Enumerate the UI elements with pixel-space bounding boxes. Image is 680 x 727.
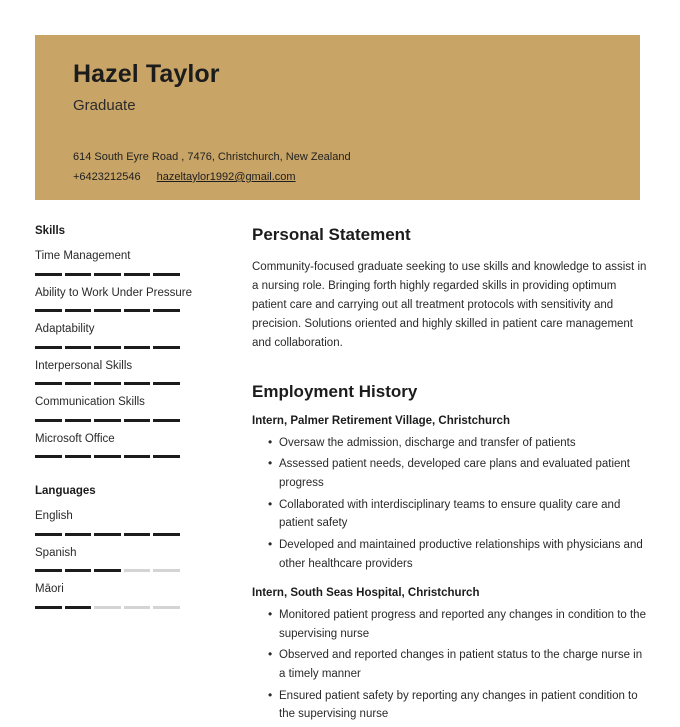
rating-segment (65, 533, 92, 536)
job-bullet: • Observed and reported changes in patient status to the charge nurse in a timely manner (268, 646, 647, 683)
language-label: English (35, 510, 73, 523)
rating-segment (124, 569, 151, 572)
rating-segment (124, 309, 151, 312)
job-bullet: • Monitored patient progress and reported any changes in condition to the supervising nurse (268, 606, 647, 643)
contact-block (73, 147, 602, 188)
rating-bar (35, 346, 180, 349)
rating-segment (124, 273, 151, 276)
skill-item (35, 249, 205, 276)
employment-list (252, 415, 647, 724)
skill-label: Ability to Work Under Pressure (35, 286, 193, 299)
rating-bar (35, 309, 180, 312)
rating-bar (35, 569, 180, 572)
rating-bar (35, 606, 180, 609)
rating-segment (65, 606, 92, 609)
rating-bar (35, 419, 180, 422)
job-bullet: • Oversaw the admission, discharge and transfer of patients (268, 434, 647, 453)
rating-segment (124, 606, 151, 609)
rating-segment (153, 533, 180, 536)
rating-segment (124, 382, 151, 385)
skill-item (35, 395, 205, 422)
skill-item (35, 359, 205, 386)
contact-row (73, 167, 602, 187)
candidate-role: Graduate (73, 96, 136, 114)
rating-segment (65, 382, 92, 385)
skill-label: Time Management (35, 250, 131, 262)
employment-history-title: Employment History (252, 381, 418, 401)
job-title: Intern, South Seas Hospital, Christchurch (252, 587, 480, 600)
language-item (35, 582, 205, 609)
languages-heading: Languages (35, 485, 96, 498)
rating-segment (124, 455, 151, 458)
rating-segment (94, 309, 121, 312)
personal-statement-text: Community-focused graduate seeking to use skills and knowledge to assist in a nursing role. Bringing forth highly regarded skills in providing optimum patient care and carrying out all treatment protocols with sensitivity and precision. Solutions oriented and highly skilled in patient care management and collaboration. (252, 261, 647, 349)
rating-segment (94, 273, 121, 276)
rating-segment (124, 419, 151, 422)
rating-segment (65, 455, 92, 458)
skill-item (35, 432, 205, 459)
rating-segment (65, 309, 92, 312)
skill-label: Communication Skills (35, 396, 145, 409)
job-title: Intern, Palmer Retirement Village, Christchurch (252, 414, 510, 427)
rating-segment (124, 346, 151, 349)
rating-segment (153, 569, 180, 572)
rating-segment (35, 273, 62, 276)
language-item (35, 509, 205, 536)
rating-segment (94, 419, 121, 422)
contact-phone: +6423212546 (73, 170, 141, 183)
job-bullet: • Collaborated with interdisciplinary teams to ensure quality care and patient safety (268, 496, 647, 533)
rating-bar (35, 533, 180, 536)
rating-segment (35, 455, 62, 458)
rating-segment (35, 606, 62, 609)
resume-header (35, 35, 640, 200)
rating-segment (35, 309, 62, 312)
rating-segment (35, 569, 62, 572)
skills-heading: Skills (35, 225, 66, 237)
rating-segment (153, 606, 180, 609)
languages-list (35, 509, 205, 609)
rating-segment (124, 533, 151, 536)
rating-segment (153, 273, 180, 276)
rating-segment (65, 346, 92, 349)
rating-segment (153, 455, 180, 458)
contact-email-link[interactable]: hazeltaylor1992@gmail.com (156, 170, 296, 183)
rating-segment (65, 273, 92, 276)
language-item (35, 546, 205, 573)
rating-segment (153, 382, 180, 385)
job-entry (252, 587, 647, 724)
language-label: Māori (35, 583, 64, 596)
rating-bar (35, 382, 180, 385)
skill-item (35, 322, 205, 349)
rating-segment (65, 419, 92, 422)
job-bullet: • Developed and maintained productive relationships with physicians and other healthcare providers (268, 536, 647, 573)
rating-segment (94, 382, 121, 385)
job-bullet-list (252, 434, 647, 573)
contact-address: 614 South Eyre Road , 7476, Christchurch, New Zealand (73, 150, 351, 163)
language-label: Spanish (35, 546, 77, 559)
job-bullet-list (252, 606, 647, 724)
main-column (215, 225, 647, 727)
rating-segment (35, 533, 62, 536)
skill-label: Microsoft Office (35, 432, 115, 445)
rating-segment (35, 346, 62, 349)
rating-segment (153, 419, 180, 422)
job-bullet: • Assessed patient needs, developed care plans and evaluated patient progress (268, 455, 647, 492)
skill-item (35, 286, 205, 313)
rating-segment (94, 346, 121, 349)
skills-list (35, 249, 205, 458)
rating-segment (65, 569, 92, 572)
rating-segment (94, 569, 121, 572)
candidate-name: Hazel Taylor (73, 60, 220, 88)
rating-segment (153, 309, 180, 312)
rating-bar (35, 273, 180, 276)
rating-segment (35, 382, 62, 385)
rating-segment (35, 419, 62, 422)
rating-bar (35, 455, 180, 458)
personal-statement-title: Personal Statement (252, 225, 411, 244)
job-entry (252, 415, 647, 573)
sidebar-column (35, 225, 215, 727)
job-bullet: • Ensured patient safety by reporting any changes in patient condition to the supervising nurse (268, 687, 647, 724)
rating-segment (94, 606, 121, 609)
resume-body (35, 225, 647, 727)
rating-segment (94, 533, 121, 536)
skill-label: Adaptability (35, 323, 95, 336)
skill-label: Interpersonal Skills (35, 359, 133, 372)
rating-segment (153, 346, 180, 349)
rating-segment (94, 455, 121, 458)
